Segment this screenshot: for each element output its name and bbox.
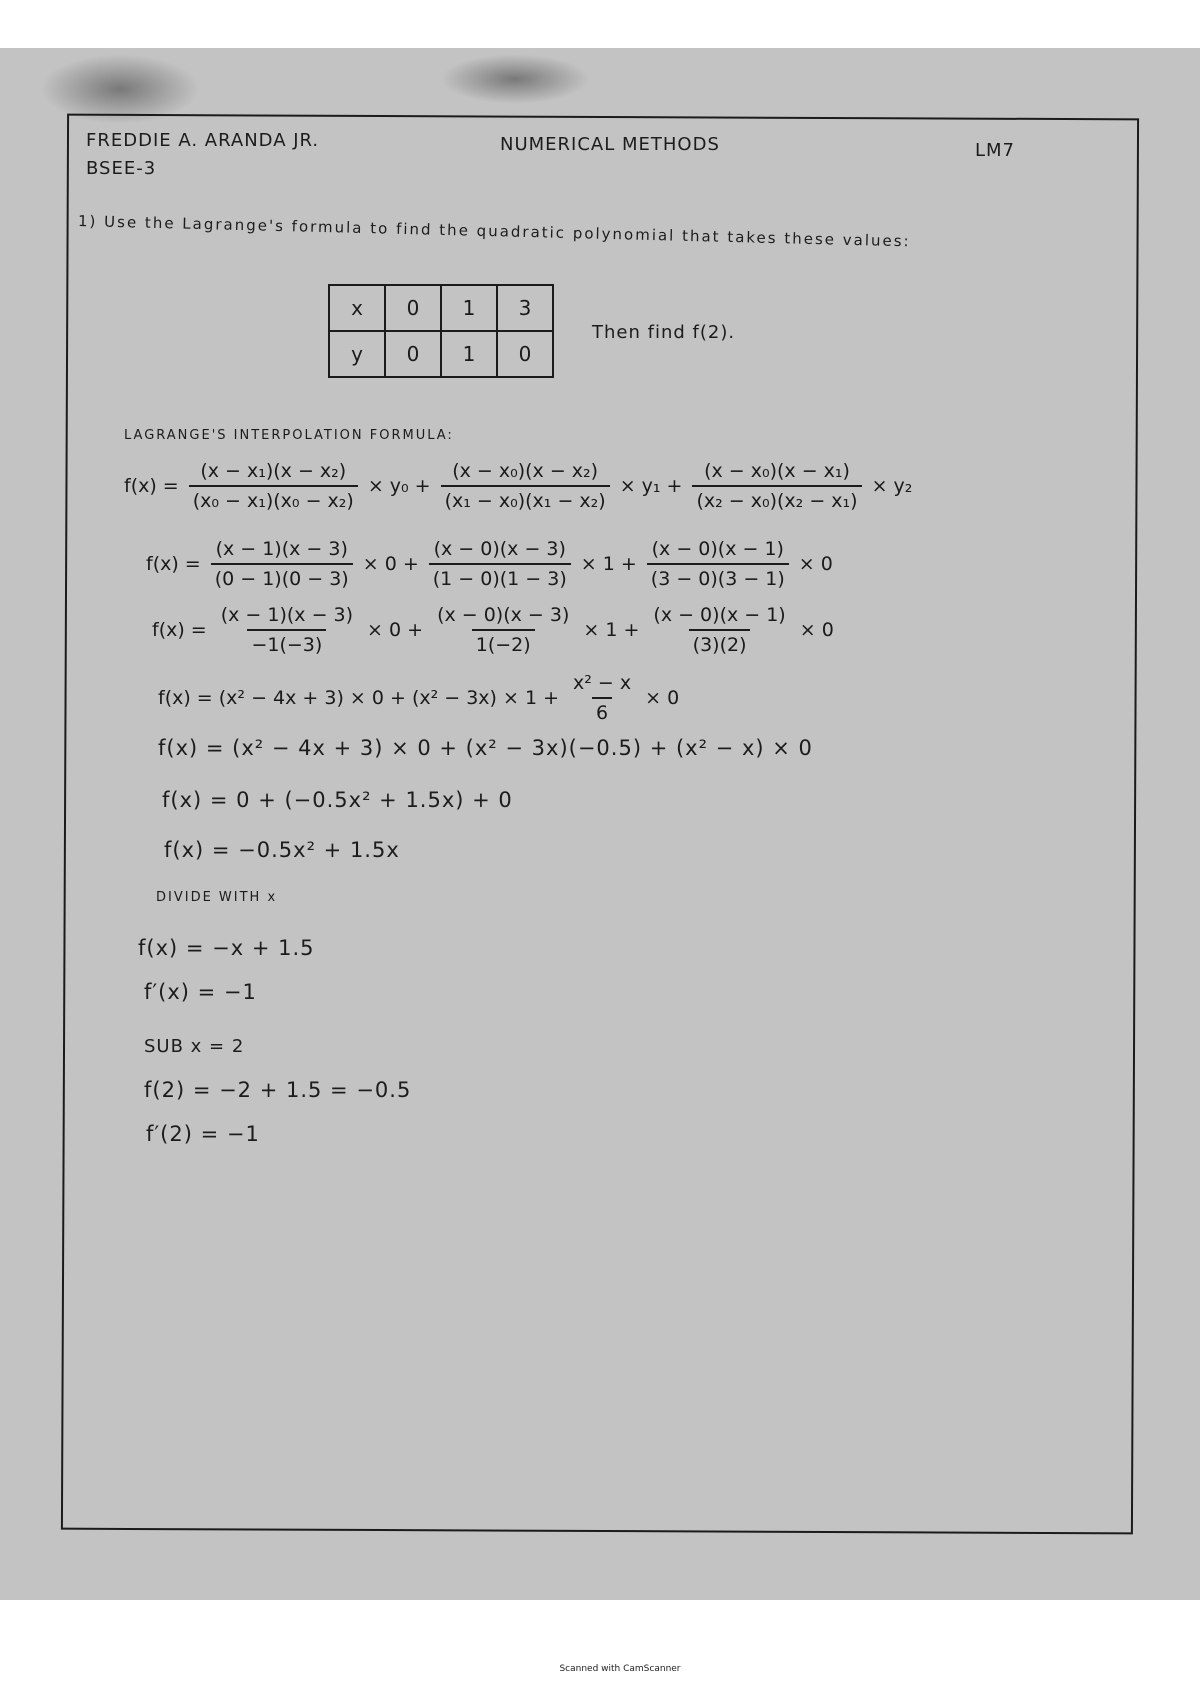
- formula-line: f(x) = (x² − 4x + 3) × 0 + (x² − 3x)(−0.5) + (x² − x) × 0: [158, 736, 813, 760]
- multiplier: × 0: [645, 687, 680, 709]
- student-section: BSEE-3: [86, 158, 157, 179]
- module-code: LM7: [975, 140, 1016, 161]
- multiplier: × y₀ +: [367, 475, 431, 497]
- numerator: (x − 0)(x − 1): [651, 538, 784, 560]
- numerator: (x − 1)(x − 3): [215, 538, 348, 560]
- formula-line: [158, 672, 679, 724]
- numerator: x² − x: [573, 672, 632, 694]
- multiplier: × y₂: [871, 475, 913, 497]
- table-cell: 0: [385, 331, 441, 377]
- table-cell: 0: [497, 331, 553, 377]
- substitution-note: SUB x = 2: [144, 1036, 245, 1057]
- fraction: [649, 604, 789, 656]
- denominator: 6: [592, 697, 612, 724]
- table-cell: 1: [441, 285, 497, 331]
- numerator: (x − x₀)(x − x₂): [452, 460, 599, 482]
- numerator: (x − 0)(x − 3): [433, 538, 566, 560]
- find-instruction: Then find f(2).: [592, 322, 736, 343]
- fraction: [429, 538, 571, 590]
- values-table: [328, 284, 554, 378]
- formula-line: f(2) = −2 + 1.5 = −0.5: [144, 1078, 412, 1102]
- numerator: (x − x₀)(x − x₁): [704, 460, 850, 482]
- lhs: f(x) =: [146, 553, 201, 575]
- lhs: f(x) =: [124, 475, 179, 497]
- denominator: (x₂ − x₀)(x₂ − x₁): [692, 485, 861, 512]
- multiplier: × 0 +: [362, 553, 419, 575]
- table-row: [329, 285, 553, 331]
- formula-title: LAGRANGE'S INTERPOLATION FORMULA:: [124, 428, 454, 443]
- multiplier: × 1 +: [580, 553, 637, 575]
- table-cell: 1: [441, 331, 497, 377]
- formula-line: f(x) = −0.5x² + 1.5x: [164, 838, 400, 862]
- problem-statement: 1) Use the Lagrange's formula to find the quadratic polynomial that takes these values:: [77, 212, 911, 251]
- formula-line: f(x) = −x + 1.5: [138, 936, 315, 960]
- formula-line: f′(2) = −1: [146, 1122, 260, 1146]
- fraction: [692, 460, 861, 512]
- table-row: [329, 331, 553, 377]
- numerator: (x − 1)(x − 3): [220, 604, 354, 626]
- fraction: [189, 460, 358, 512]
- scanner-watermark: Scanned with CamScanner: [559, 1664, 681, 1674]
- denominator: (3 − 0)(3 − 1): [647, 563, 789, 590]
- denominator: (x₁ − x₀)(x₁ − x₂): [441, 485, 610, 512]
- multiplier: × 0 +: [367, 619, 424, 641]
- denominator: 1(−2): [472, 629, 535, 656]
- lhs: f(x) =: [152, 619, 207, 641]
- numerator: (x − x₁)(x − x₂): [200, 460, 347, 482]
- student-name: FREDDIE A. ARANDA JR.: [86, 130, 320, 151]
- formula-line: [124, 460, 912, 512]
- table-cell: x: [329, 285, 385, 331]
- multiplier: × y₁ +: [619, 475, 683, 497]
- expression: f(x) = (x² − 4x + 3) × 0 + (x² − 3x) × 1 +: [158, 687, 560, 709]
- formula-line: [146, 538, 833, 590]
- fraction: [211, 538, 353, 590]
- fraction: [441, 460, 610, 512]
- table-cell: 0: [385, 285, 441, 331]
- multiplier: × 1 +: [583, 619, 640, 641]
- denominator: (x₀ − x₁)(x₀ − x₂): [189, 485, 358, 512]
- scan-smudge: [440, 54, 590, 104]
- formula-line: f′(x) = −1: [144, 980, 257, 1004]
- fraction: [217, 604, 357, 656]
- denominator: (0 − 1)(0 − 3): [211, 563, 353, 590]
- fraction: [433, 604, 573, 656]
- denominator: (3)(2): [689, 629, 751, 656]
- numerator: (x − 0)(x − 1): [653, 604, 786, 626]
- numerator: (x − 0)(x − 3): [437, 604, 570, 626]
- table-cell: y: [329, 331, 385, 377]
- subject-title: NUMERICAL METHODS: [500, 134, 720, 155]
- formula-line: [152, 604, 834, 656]
- fraction: [647, 538, 789, 590]
- denominator: −1(−3): [247, 629, 326, 656]
- multiplier: × 0: [798, 553, 833, 575]
- fraction: [569, 672, 635, 724]
- divide-note: DIVIDE WITH x: [156, 890, 278, 905]
- table-cell: 3: [497, 285, 553, 331]
- multiplier: × 0: [799, 619, 834, 641]
- denominator: (1 − 0)(1 − 3): [429, 563, 571, 590]
- formula-line: f(x) = 0 + (−0.5x² + 1.5x) + 0: [162, 788, 513, 812]
